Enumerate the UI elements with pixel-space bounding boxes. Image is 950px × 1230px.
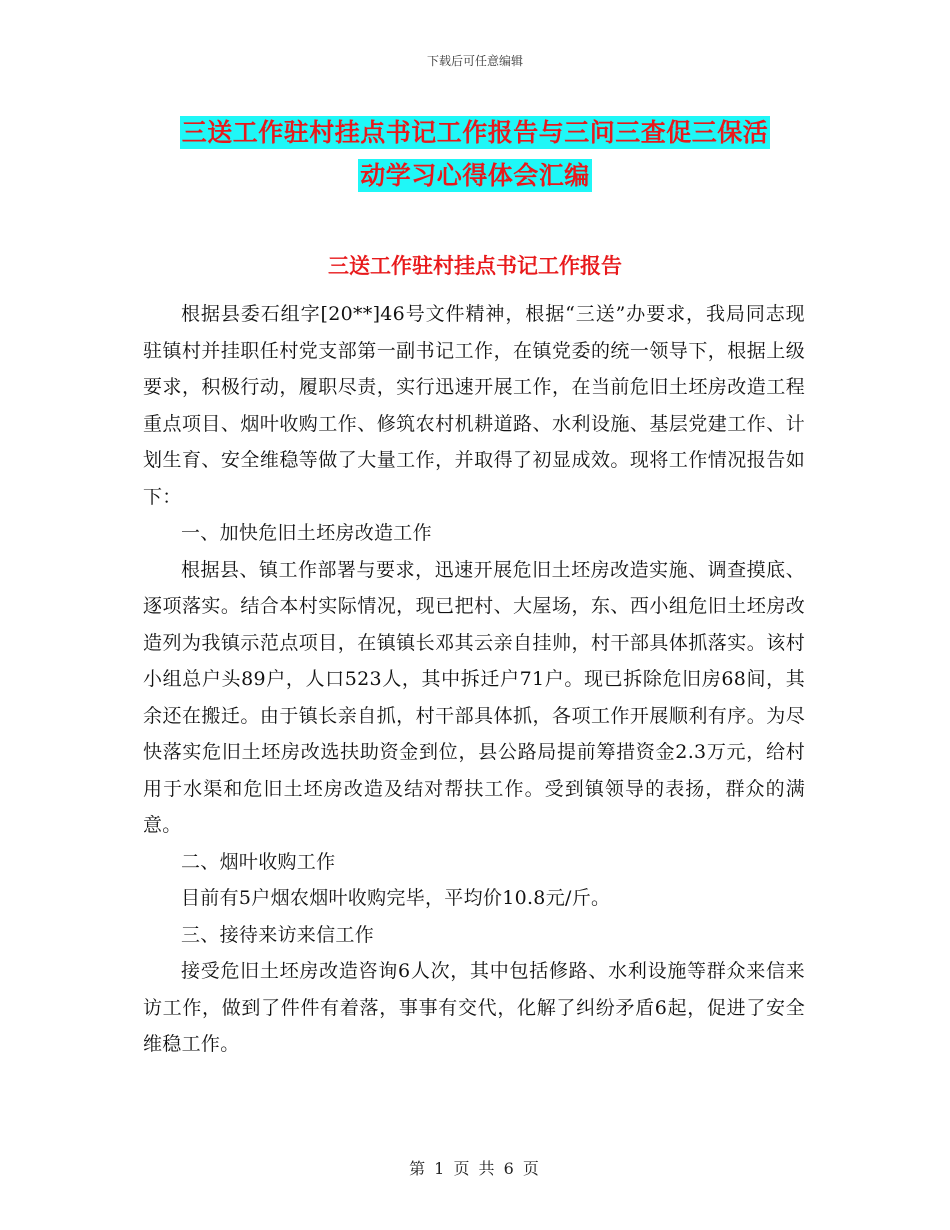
document-title-line-2 bbox=[0, 156, 950, 192]
document-title-line-2-text: 动学习心得体会汇编 bbox=[360, 161, 590, 190]
paragraph-section-1: 根据县、镇工作部署与要求，迅速开展危旧土坯房改造实施、调查摸底、逐项落实。结合本村实际情况，现已把村、大屋场，东、西小组危旧土坯房改造列为我镇示范点项目，在镇镇长邓其云亲自挂帅，村干部具体抓落实。该村小组总户头89户，人口523人，其中拆迁户71户。现已拆除危旧房68间，其余还在搬迁。由于镇长亲自抓，村干部具体抓，各项工作开展顺利有序。为尽快落实危旧土坯房改选扶助资金到位，县公路局提前筹措资金2.3万元，给村用于水渠和危旧土坯房改造及结对帮扶工作。受到镇领导的表扬，群众的满意。 bbox=[143, 558, 805, 836]
header-note: 下载后可任意编辑 bbox=[426, 54, 523, 68]
paragraph-intro: 根据县委石组字[20**]46号文件精神，根据“三送”办要求，我局同志现驻镇村并挂职任村党支部第一副书记工作，在镇党委的统一领导下，根据上级要求，积极行动，履职尽责，实行迅速开展工作，在当前危旧土坯房改造工程重点项目、烟叶收购工作、修筑农村机耕道路、水利设施、基层党建工作、计划生育、安全维稳等做了大量工作，并取得了初显成效。现将工作情况报告如下： bbox=[143, 303, 805, 508]
heading-section-1: 一、加快危旧土坯房改造工作 bbox=[181, 522, 432, 544]
document-title-line-1 bbox=[0, 113, 950, 149]
paragraph-section-3: 接受危旧土坯房改造咨询6人次，其中包括修路、水利设施等群众来信来访工作，做到了件件有着落，事事有交代，化解了纠纷矛盾6起，促进了安全维稳工作。 bbox=[143, 960, 805, 1055]
heading-section-2: 二、烟叶收购工作 bbox=[181, 850, 336, 873]
page-footer: 第 1 页 共 6 页 bbox=[409, 1159, 541, 1178]
heading-section-3: 三、接待来访来信工作 bbox=[181, 923, 375, 946]
section-title: 三送工作驻村挂点书记工作报告 bbox=[328, 254, 622, 278]
document-title-line-1-text: 三送工作驻村挂点书记工作报告与三问三查促三保活 bbox=[181, 118, 769, 147]
document-body bbox=[143, 296, 805, 1063]
paragraph-section-2: 目前有5户烟农烟叶收购完毕，平均价10.8元/斤。 bbox=[181, 887, 611, 909]
